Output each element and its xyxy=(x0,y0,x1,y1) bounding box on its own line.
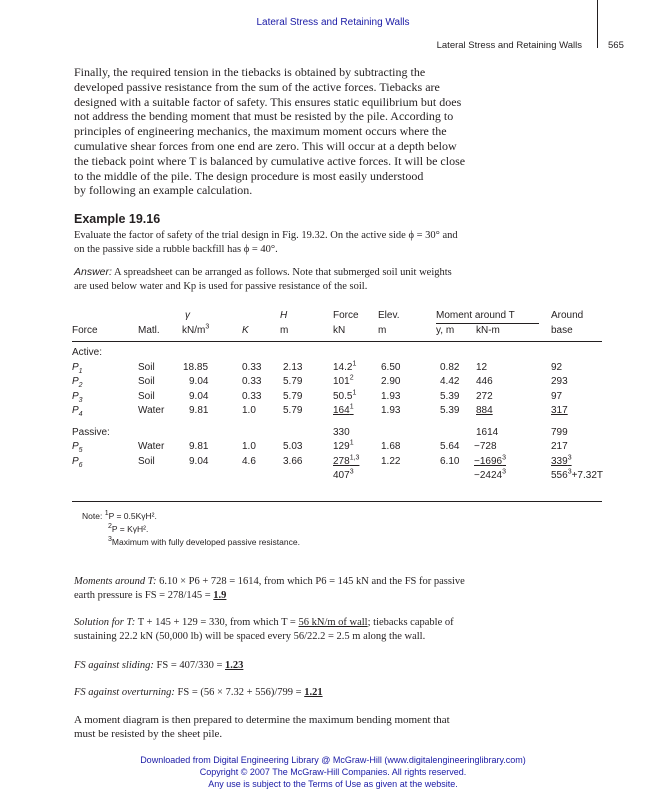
solution-calc: Solution for T: T + 145 + 129 = 330, from which T = 56 kN/m of wall; tiebacks capable of sustaining 22.2 kN (50,000 lb) will be spaced every 56/22.2 = 2.5 m along the wall. xyxy=(74,617,454,642)
col-moment-header: Moment around T xyxy=(436,310,515,321)
moments-calc: Moments around T: 6.10 × P6 + 728 = 1614, from which P6 = 145 kN and the FS for passive earth pressure is FS = 278/145 = 1.9 xyxy=(74,576,465,601)
forces-table xyxy=(72,310,602,485)
overturning-calc: FS against overturning: FS = (56 × 7.32 + 556)/799 = 1.21 xyxy=(74,687,323,698)
page-number: 565 xyxy=(608,40,624,51)
intro-line: cumulative shear forces from one end are zero. This will occur at a depth below xyxy=(74,138,457,153)
table-row: $P_1$ Soil 18.85 0.33 2.13 14.2$^1$ 6.50 0.82 12 92 xyxy=(72,360,563,375)
col-force-header: Force xyxy=(333,310,359,321)
overturning-fs-result: 1.21 xyxy=(304,687,323,698)
table-row: $P_4$ Water 9.81 1.0 5.79 $164^1$ 1.93 5.39 884 317 xyxy=(72,403,568,418)
table-note-3: $^3$Maximum with fully developed passive resistance. xyxy=(108,536,300,547)
col-y-label: y, m xyxy=(436,324,455,336)
passive-section-label: Passive: xyxy=(72,426,110,438)
passive-section-row: Passive: 330 1614 799 xyxy=(72,426,568,438)
col-gamma-unit: $kN/m^3$ xyxy=(182,323,210,336)
col-gamma-header: γ xyxy=(185,310,190,321)
col-elev-header: Elev. xyxy=(378,310,400,321)
document-top-link[interactable]: Lateral Stress and Retaining Walls xyxy=(256,17,410,28)
col-force-unit: kN xyxy=(333,324,346,336)
intro-line: to the middle of the pile. The design procedure is most easily understood xyxy=(74,168,424,183)
moments-label: Moments around T: xyxy=(74,576,157,587)
intro-paragraph xyxy=(74,65,500,198)
col-k-label: K xyxy=(242,324,249,336)
answer-line: A spreadsheet can be arranged as follows. Note that submerged soil unit weights xyxy=(113,267,452,278)
sliding-calc: FS against sliding: FS = 407/330 = 1.23 xyxy=(74,660,244,671)
table-header-bottom xyxy=(72,325,602,340)
intro-line: designed with a suitable factor of safety. This ensures static equilibrium but does xyxy=(74,94,462,109)
table-header-rule xyxy=(72,341,602,342)
col-h-header: H xyxy=(280,310,288,321)
table-row: $P_5$ Water 9.81 1.0 5.03 $129^1$ 1.68 5.64 −728 217 xyxy=(72,439,568,454)
example-statement xyxy=(74,229,500,256)
sliding-label: FS against sliding: xyxy=(74,660,154,671)
table-note-1: Note: $^1$P = 0.5KγH². xyxy=(82,510,157,521)
example-answer xyxy=(74,266,500,293)
col-elev-unit: m xyxy=(378,324,387,336)
table-row: $P_3$ Soil 9.04 0.33 5.79 50.5$^1$ 1.93 5.39 272 97 xyxy=(72,389,563,404)
col-knm-label: kN-m xyxy=(476,324,500,336)
col-h-unit: m xyxy=(280,324,289,336)
col-matl-label: Matl. xyxy=(138,324,160,336)
statement-line: on the passive side a rubble backfill has ϕ = 40°. xyxy=(74,243,278,255)
tieback-force-result: 56 kN/m of wall xyxy=(298,617,368,628)
running-head: Lateral Stress and Retaining Walls xyxy=(436,40,582,51)
intro-line: by following an example calculation. xyxy=(74,183,253,198)
solution-label: Solution for T: xyxy=(74,617,136,628)
col-force-label: Force xyxy=(72,324,98,336)
footer-copyright: Copyright © 2007 The McGraw-Hill Companies. All rights reserved. xyxy=(199,767,467,777)
table-row: $P_6$ Soil 9.04 4.6 3.66 278$^{1,3}$ 1.22 6.10 $-1696^3$ $339^3$ xyxy=(72,454,572,469)
example-title: Example 19.16 xyxy=(74,212,161,226)
closing-paragraph: A moment diagram is then prepared to determine the maximum bending moment that must be resisted by the sheet pile. xyxy=(74,714,450,740)
passive-fs-result: 1.9 xyxy=(213,589,227,601)
intro-line: Finally, the required tension in the tiebacks is obtained by subtracting the xyxy=(74,65,426,79)
header-divider xyxy=(597,0,598,48)
answer-line: are used below water and Kp is used for passive resistance of the soil. xyxy=(74,280,368,292)
footer-terms[interactable]: Any use is subject to the Terms of Use as given at the website. xyxy=(208,779,458,789)
answer-label: Answer: xyxy=(74,266,112,278)
intro-line: the tieback point where T is balanced by cumulative active forces. It will be close xyxy=(74,153,466,168)
col-around-header: Around xyxy=(551,310,584,321)
intro-line: principles of engineering mechanics, the maximum moment occurs where the xyxy=(74,124,447,139)
table-bottom-rule xyxy=(72,501,602,502)
active-section-label: Active: xyxy=(72,347,103,358)
table-row: $P_2$ Soil 9.04 0.33 5.79 $101^2$ 2.90 4.42 446 293 xyxy=(72,374,568,389)
col-base-label: base xyxy=(551,324,573,336)
intro-line: developed passive resistance from the sum of the active forces. Tiebacks are xyxy=(74,79,440,94)
overturning-label: FS against overturning: xyxy=(74,687,175,698)
statement-line: Evaluate the factor of safety of the trial design in Fig. 19.32. On the active side ϕ = 30° and xyxy=(74,230,458,241)
footer-download-link[interactable]: Downloaded from Digital Engineering Library @ McGraw-Hill (www.digitalengineeringlibrary.com) xyxy=(140,755,526,765)
sliding-fs-result: 1.23 xyxy=(225,660,244,671)
intro-line: not address the bending moment that must be resisted by the pile. According to xyxy=(74,109,454,124)
table-total-row: $407^3$ $-2424^3$ $556^3+7.32T$ xyxy=(333,468,604,481)
table-note-2: $^2$P = KγH². xyxy=(108,523,149,534)
